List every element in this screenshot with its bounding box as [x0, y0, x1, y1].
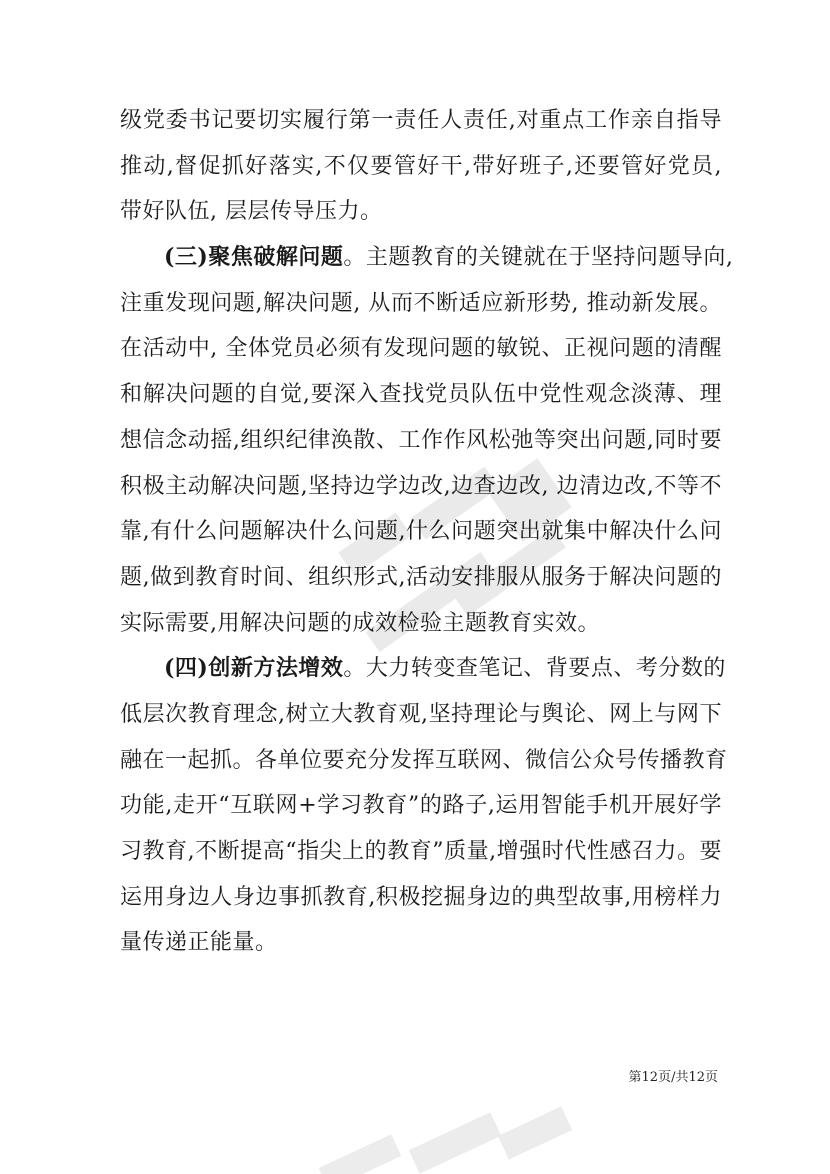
text-line: 靠,有什么问题解决什么问题,什么问题突出就集中解决什么问 — [120, 519, 722, 545]
text-line: 注重发现问题,解决问题, 从而不断适应新形势, 推动新发展。 — [120, 290, 722, 316]
text-line: 功能,走开“互联网+学习教育”的路子,运用智能手机开展好学 — [120, 793, 722, 819]
text-fragment: 。大力转变查笔记、背要点、考分数的 — [343, 656, 726, 682]
text-line: 带好队伍, 层层传导压力。 — [120, 199, 383, 225]
text-line: 在活动中, 全体党员必须有发现问题的敏锐、正视问题的清醒 — [120, 336, 722, 362]
text-line: 题,做到教育时间、组织形式,活动安排服从服务于解决问题的 — [120, 564, 722, 590]
text-line: 运用身边人身边事抓教育,积极挖掘身边的典型故事,用榜样力 — [120, 884, 722, 910]
text-line: 想信念动摇,组织纪律涣散、工作作风松弛等突出问题,同时要 — [120, 427, 722, 453]
paragraph-2 — [120, 235, 734, 646]
page-number: 第12页/共12页 — [628, 1070, 718, 1085]
text-fragment: 。主题教育的关键就在于坚持问题导向, — [343, 245, 734, 271]
text-line: 实际需要,用解决问题的成效检验主题教育实效。 — [120, 610, 600, 636]
paragraph-first-line — [120, 235, 734, 281]
watermark-stamp — [300, 1090, 600, 1174]
text-line: 级党委书记要切实履行第一责任人责任,对重点工作亲自指导 — [120, 108, 722, 133]
text-line: 低层次教育理念,树立大教育观,坚持理论与舆论、网上与网下 — [120, 701, 722, 727]
paragraph-1 — [120, 98, 722, 235]
paragraph-3 — [120, 646, 728, 966]
text-line: 习教育,不断提高“指尖上的教育”质量,增强时代性感召力。要 — [120, 839, 722, 864]
body-text — [120, 98, 734, 966]
text-line: 积极主动解决问题,坚持边学边改,边查边改, 边清边改,不等不 — [120, 473, 722, 499]
paragraph-first-line — [120, 646, 726, 692]
text-line: 和解决问题的自觉,要深入查找党员队伍中党性观念淡薄、理 — [120, 382, 722, 408]
text-line: 融在一起抓。各单位要充分发挥互联网、微信公众号传播教育 — [120, 747, 728, 773]
text-line: 推动,督促抓好落实,不仅要管好干,带好班子,还要管好党员, — [120, 153, 722, 179]
section-heading: (三)聚焦破解问题 — [164, 244, 344, 271]
text-line: 量传递正能量。 — [120, 930, 278, 956]
section-heading: (四)创新方法增效 — [164, 655, 344, 682]
